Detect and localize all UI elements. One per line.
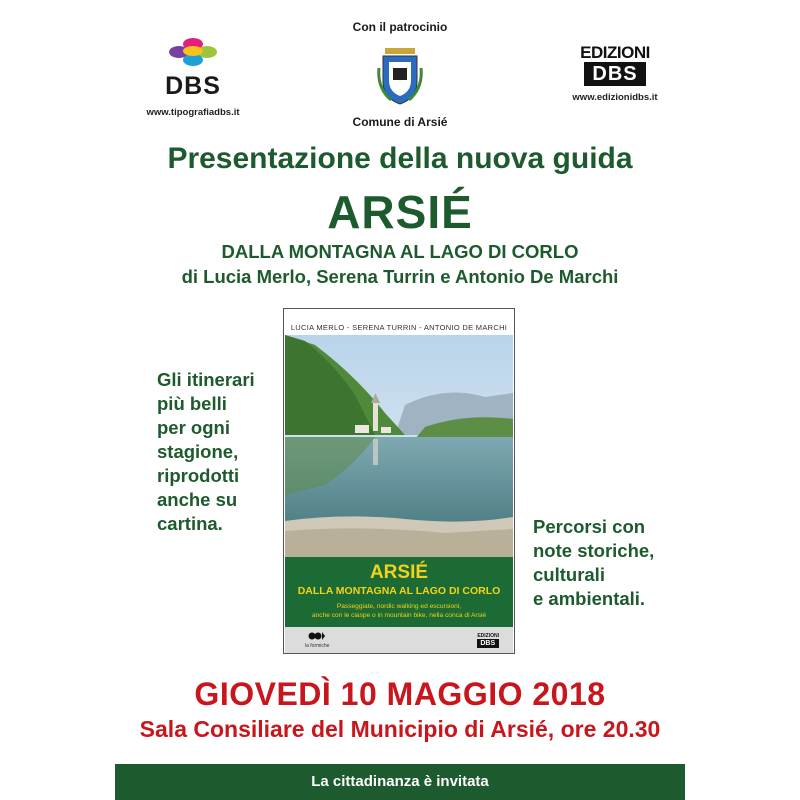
itineraries-line: Gli itinerari <box>157 369 255 390</box>
book-authors: LUCIA MERLO - SERENA TURRIN - ANTONIO DE MARCHI <box>290 323 508 332</box>
itineraries-line: riprodotti <box>157 465 240 486</box>
invitation-text: La cittadinanza è invitata <box>311 773 489 790</box>
mini-dbs-box: DBS <box>477 639 499 648</box>
itineraries-line: per ogni <box>157 417 230 438</box>
book-subtitle: DALLA MONTAGNA AL LAGO DI CORLO <box>297 585 501 597</box>
la-formiche-logo <box>305 631 329 649</box>
mini-edizioni-label: EDIZIONI <box>477 633 499 639</box>
book-title: ARSIÉ <box>369 562 429 583</box>
lake-landscape-image <box>285 335 513 557</box>
tipografia-url: www.tipografiadbs.it <box>146 107 240 118</box>
book-description <box>285 602 513 620</box>
commune-name: Comune di Arsié <box>352 115 448 129</box>
book-cover <box>283 308 515 654</box>
routes-line: Percorsi con <box>533 516 646 537</box>
patronage-label: Con il patrocinio <box>352 20 448 34</box>
la-formiche-label: la formiche <box>305 643 330 649</box>
event-venue: Sala Consiliare del Municipio di Arsié, ore 20.30 <box>139 716 661 742</box>
presentation-heading: Presentazione della nuova guida <box>167 142 633 175</box>
commune-crest-icon <box>377 42 423 106</box>
edizioni-label: EDIZIONI <box>580 43 650 62</box>
routes-line: e ambientali. <box>533 588 646 609</box>
guide-title: ARSIÉ <box>327 186 473 238</box>
book-description-line: Passeggiate, nordic walking ed escursioni, <box>336 603 462 610</box>
routes-line: note storiche, <box>533 540 655 561</box>
invitation-band <box>115 764 685 800</box>
edizioni-dbs-logo <box>560 44 670 103</box>
itineraries-line: più belli <box>157 393 227 414</box>
routes-text <box>533 515 654 611</box>
ant-logo-icon <box>308 631 326 641</box>
guide-subtitle: DALLA MONTAGNA AL LAGO DI CORLO <box>221 241 579 262</box>
edizioni-dbs-box: DBS <box>584 62 645 86</box>
edizioni-url: www.edizionidbs.it <box>572 92 658 103</box>
book-title-band <box>285 557 513 627</box>
dbs-petals-icon <box>165 38 221 70</box>
event-date: GIOVEDÌ 10 MAGGIO 2018 <box>194 676 606 712</box>
itineraries-text <box>157 368 255 536</box>
mini-edizioni-logo <box>477 633 499 648</box>
patronage-block <box>320 20 480 129</box>
book-description-line: anche con le ciaspe o in mountain bike, nella conca di Arsié <box>311 612 487 619</box>
dbs-logo-text: DBS <box>165 72 221 100</box>
itineraries-line: stagione, <box>157 441 239 462</box>
guide-authors: di Lucia Merlo, Serena Turrin e Antonio De Marchi <box>181 266 619 287</box>
book-publisher-strip <box>285 627 513 653</box>
itineraries-line: anche su <box>157 489 238 510</box>
tipografia-dbs-logo <box>138 38 248 118</box>
routes-line: culturali <box>533 564 605 585</box>
itineraries-line: cartina. <box>157 513 223 534</box>
